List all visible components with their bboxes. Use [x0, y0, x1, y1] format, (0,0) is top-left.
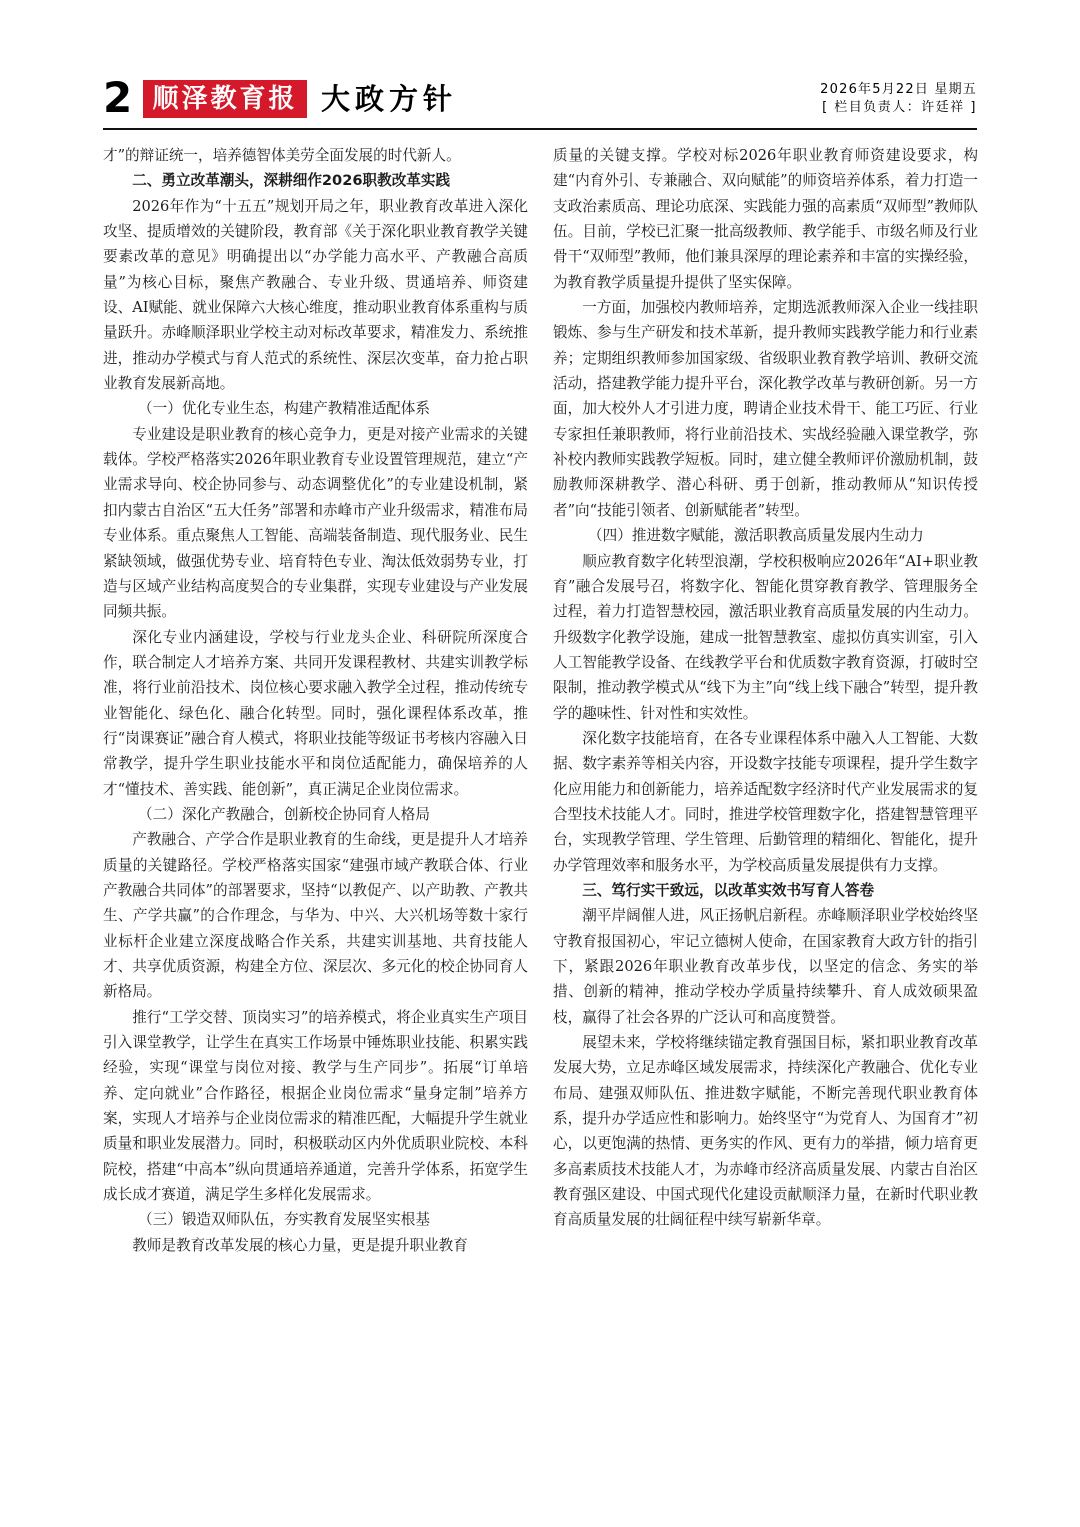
paragraph: 2026年作为“十五五”规划开局之年，职业教育改革进入深化攻坚、提质增效的关键阶段，教育部《关于深化职业教育教学关键要素改革的意见》明确提出以“办学能力高水平、产教融合高质量”为核心目标，聚焦产教融合、专业升级、贯通培养、师资建设、AI赋能、就业保障六大核心维度，推动职业教育体系重构与质量跃升。赤峰顺泽职业学校主动对标改革要求，精准发力、系统推进，推动办学模式与育人范式的系统性、深层次变革，奋力抢占职业教育发展新高地。 [103, 197, 528, 393]
left-column [103, 143, 528, 1258]
subsection-heading: （一）优化专业生态，构建产教精准适配体系 [138, 400, 430, 418]
page-header [103, 73, 977, 122]
section-title: 大政方针 [321, 82, 458, 116]
paragraph: 教师是教育改革发展的核心力量，更是提升职业教育 [132, 1236, 468, 1254]
paragraph: 才”的辩证统一，培养德智体美劳全面发展的时代新人。 [103, 147, 461, 164]
right-column [553, 143, 978, 1233]
paragraph: 潮平岸阔催人进，风正扬帆启新程。赤峰顺泽职业学校始终坚守教育报国初心，牢记立德树人使命，在国家教育大政方针的指引下，紧跟2026年职业教育改革步伐，以坚定的信念、务实的举措、创新的精神，推动学校办学质量持续攀升、育人成效硕果盈枝，赢得了社会各界的广泛认可和高度赞誉。 [553, 907, 978, 1026]
header-rule [103, 128, 977, 130]
paragraph: 展望未来，学校将继续锚定教育强国目标，紧扣职业教育改革发展大势，立足赤峰区域发展需求，持续深化产教融合、优化专业布局、建强双师队伍、推进数字赋能，不断完善现代职业教育体系，提升办学适应性和影响力。始终坚守“为党育人、为国育才”初心，以更饱满的热情、更务实的作风、更有力的举措，倾力培育更多高素质技术技能人才，为赤峰市经济高质量发展、内蒙古自治区教育强区建设、中国式现代化建设贡献顺泽力量，在新时代职业教育高质量发展的壮阔征程中续写崭新华章。 [553, 1034, 978, 1229]
subsection-heading: （二）深化产教融合，创新校企协同育人格局 [138, 805, 430, 823]
subsection-heading: （四）推进数字赋能，激活职教高质量发展内生动力 [588, 527, 924, 545]
paragraph: 一方面，加强校内教师培养，定期选派教师深入企业一线挂职锻炼、参与生产研发和技术革新，提升教师实践教学能力和行业素养；定期组织教师参加国家级、省级职业教育教学培训、教研交流活动，搭建教学能力提升平台，深化教学改革与教研创新。另一方面，加大校外人才引进力度，聘请企业技术骨干、能工巧匠、行业专家担任兼职教师，将行业前沿技术、实战经验融入课堂教学，弥补校内教师实践教学短板。同时，建立健全教师评价激励机制，鼓励教师深耕教学、潜心科研、勇于创新，推动教师从“知识传授者”向“技能引领者、创新赋能者”转型。 [553, 299, 978, 519]
paragraph: 深化专业内涵建设，学校与行业龙头企业、科研院所深度合作，联合制定人才培养方案、共同开发课程教材、共建实训教学标准，将行业前沿技术、岗位核心要求融入教学全过程，推动传统专业智能化、绿色化、融合化转型。同时，强化课程体系改革，推行“岗课赛证”融合育人模式，将职业技能等级证书考核内容融入日常教学，提升学生职业技能水平和岗位适配能力，确保培养的人才“懂技术、善实践、能创新”，真正满足企业岗位需求。 [103, 628, 528, 798]
paragraph: 推行“工学交替、顶岗实习”的培养模式，将企业真实生产项目引入课堂教学，让学生在真实工作场景中锤炼职业技能、积累实践经验，实现“课堂与岗位对接、教学与生产同步”。拓展“订单培养、定向就业”合作路径，根据企业岗位需求“量身定制”培养方案，实现人才培养与企业岗位需求的精准匹配，大幅提升学生就业质量和职业发展潜力。同时，积极联动区内外优质职业院校、本科院校，搭建“中高本”纵向贯通培养通道，完善升学体系，拓宽学生成长成才赛道，满足学生多样化发展需求。 [103, 1008, 528, 1204]
issue-date: 2026年5月22日 星期五 [820, 82, 977, 97]
section-heading: 三、笃行实干致远，以改革实效书写育人答卷 [582, 881, 875, 899]
subsection-heading: （三）锻造双师队伍，夯实教育发展坚实根基 [138, 1211, 430, 1229]
page-number: 2 [103, 73, 133, 122]
paragraph: 深化数字技能培育，在各专业课程体系中融入人工智能、大数据、数字素养等相关内容，开设数字技能专项课程，提升学生数字化应用能力和创新能力，培养适配数字经济时代产业发展需求的复合型技术技能人才。同时，推进学校管理数字化，搭建智慧管理平台，实现教学管理、学生管理、后勤管理的精细化、智能化，提升办学管理效率和服务水平，为学校高质量发展提供有力支撑。 [553, 729, 978, 874]
paragraph: 专业建设是职业教育的核心竞争力，更是对接产业需求的关键载体。学校严格落实2026年职业教育专业设置管理规范，建立“产业需求导向、校企协同参与、动态调整优化”的专业建设机制，紧扣内蒙古自治区“五大任务”部署和赤峰市产业升级需求，精准布局专业体系。重点聚焦人工智能、高端装备制造、现代服务业、民生紧缺领域，做强优势专业、培育特色专业、淘汰低效弱势专业，打造与区域产业结构高度契合的专业集群，实现专业建设与产业发展同频共振。 [103, 425, 528, 621]
column-editor: [ 栏目负责人：许廷祥 ] [822, 100, 977, 115]
paragraph: 质量的关键支撑。学校对标2026年职业教育师资建设要求，构建“内育外引、专兼融合、双向赋能”的师资培养体系，着力打造一支政治素质高、理论功底深、实践能力强的高素质“双师型”教师队伍。目前，学校已汇聚一批高级教师、教学能手、市级名师及行业骨干“双师型”教师，他们兼具深厚的理论素养和丰富的实操经验，为教育教学质量提升提供了坚实保障。 [553, 147, 978, 291]
paragraph: 产教融合、产学合作是职业教育的生命线，更是提升人才培养质量的关键路径。学校严格落实国家“建强市域产教联合体、行业产教融合共同体”的部署要求，坚持“以教促产、以产助教、产教共生、产学共赢”的合作理念，与华为、中兴、大兴机场等数十家行业标杆企业建立深度战略合作关系，共建实训基地、共育技能人才、共享优质资源，构建全方位、深层次、多元化的校企协同育人新格局。 [103, 831, 528, 1001]
newspaper-masthead-logo: 顺泽教育报 [143, 80, 307, 118]
paragraph: 顺应教育数字化转型浪潮，学校积极响应2026年“AI+职业教育”融合发展号召，将数字化、智能化贯穿教育教学、管理服务全过程，着力打造智慧校园，激活职业教育高质量发展的内生动力。升级数字化教学设施，建成一批智慧教室、虚拟仿真实训室，引入人工智能教学设备、在线教学平台和优质数字教育资源，打破时空限制，推动教学模式从“线下为主”向“线上线下融合”转型，提升教学的趣味性、针对性和实效性。 [553, 552, 978, 722]
section-heading: 二、勇立改革潮头，深耕细作2026职教改革实践 [132, 172, 451, 190]
